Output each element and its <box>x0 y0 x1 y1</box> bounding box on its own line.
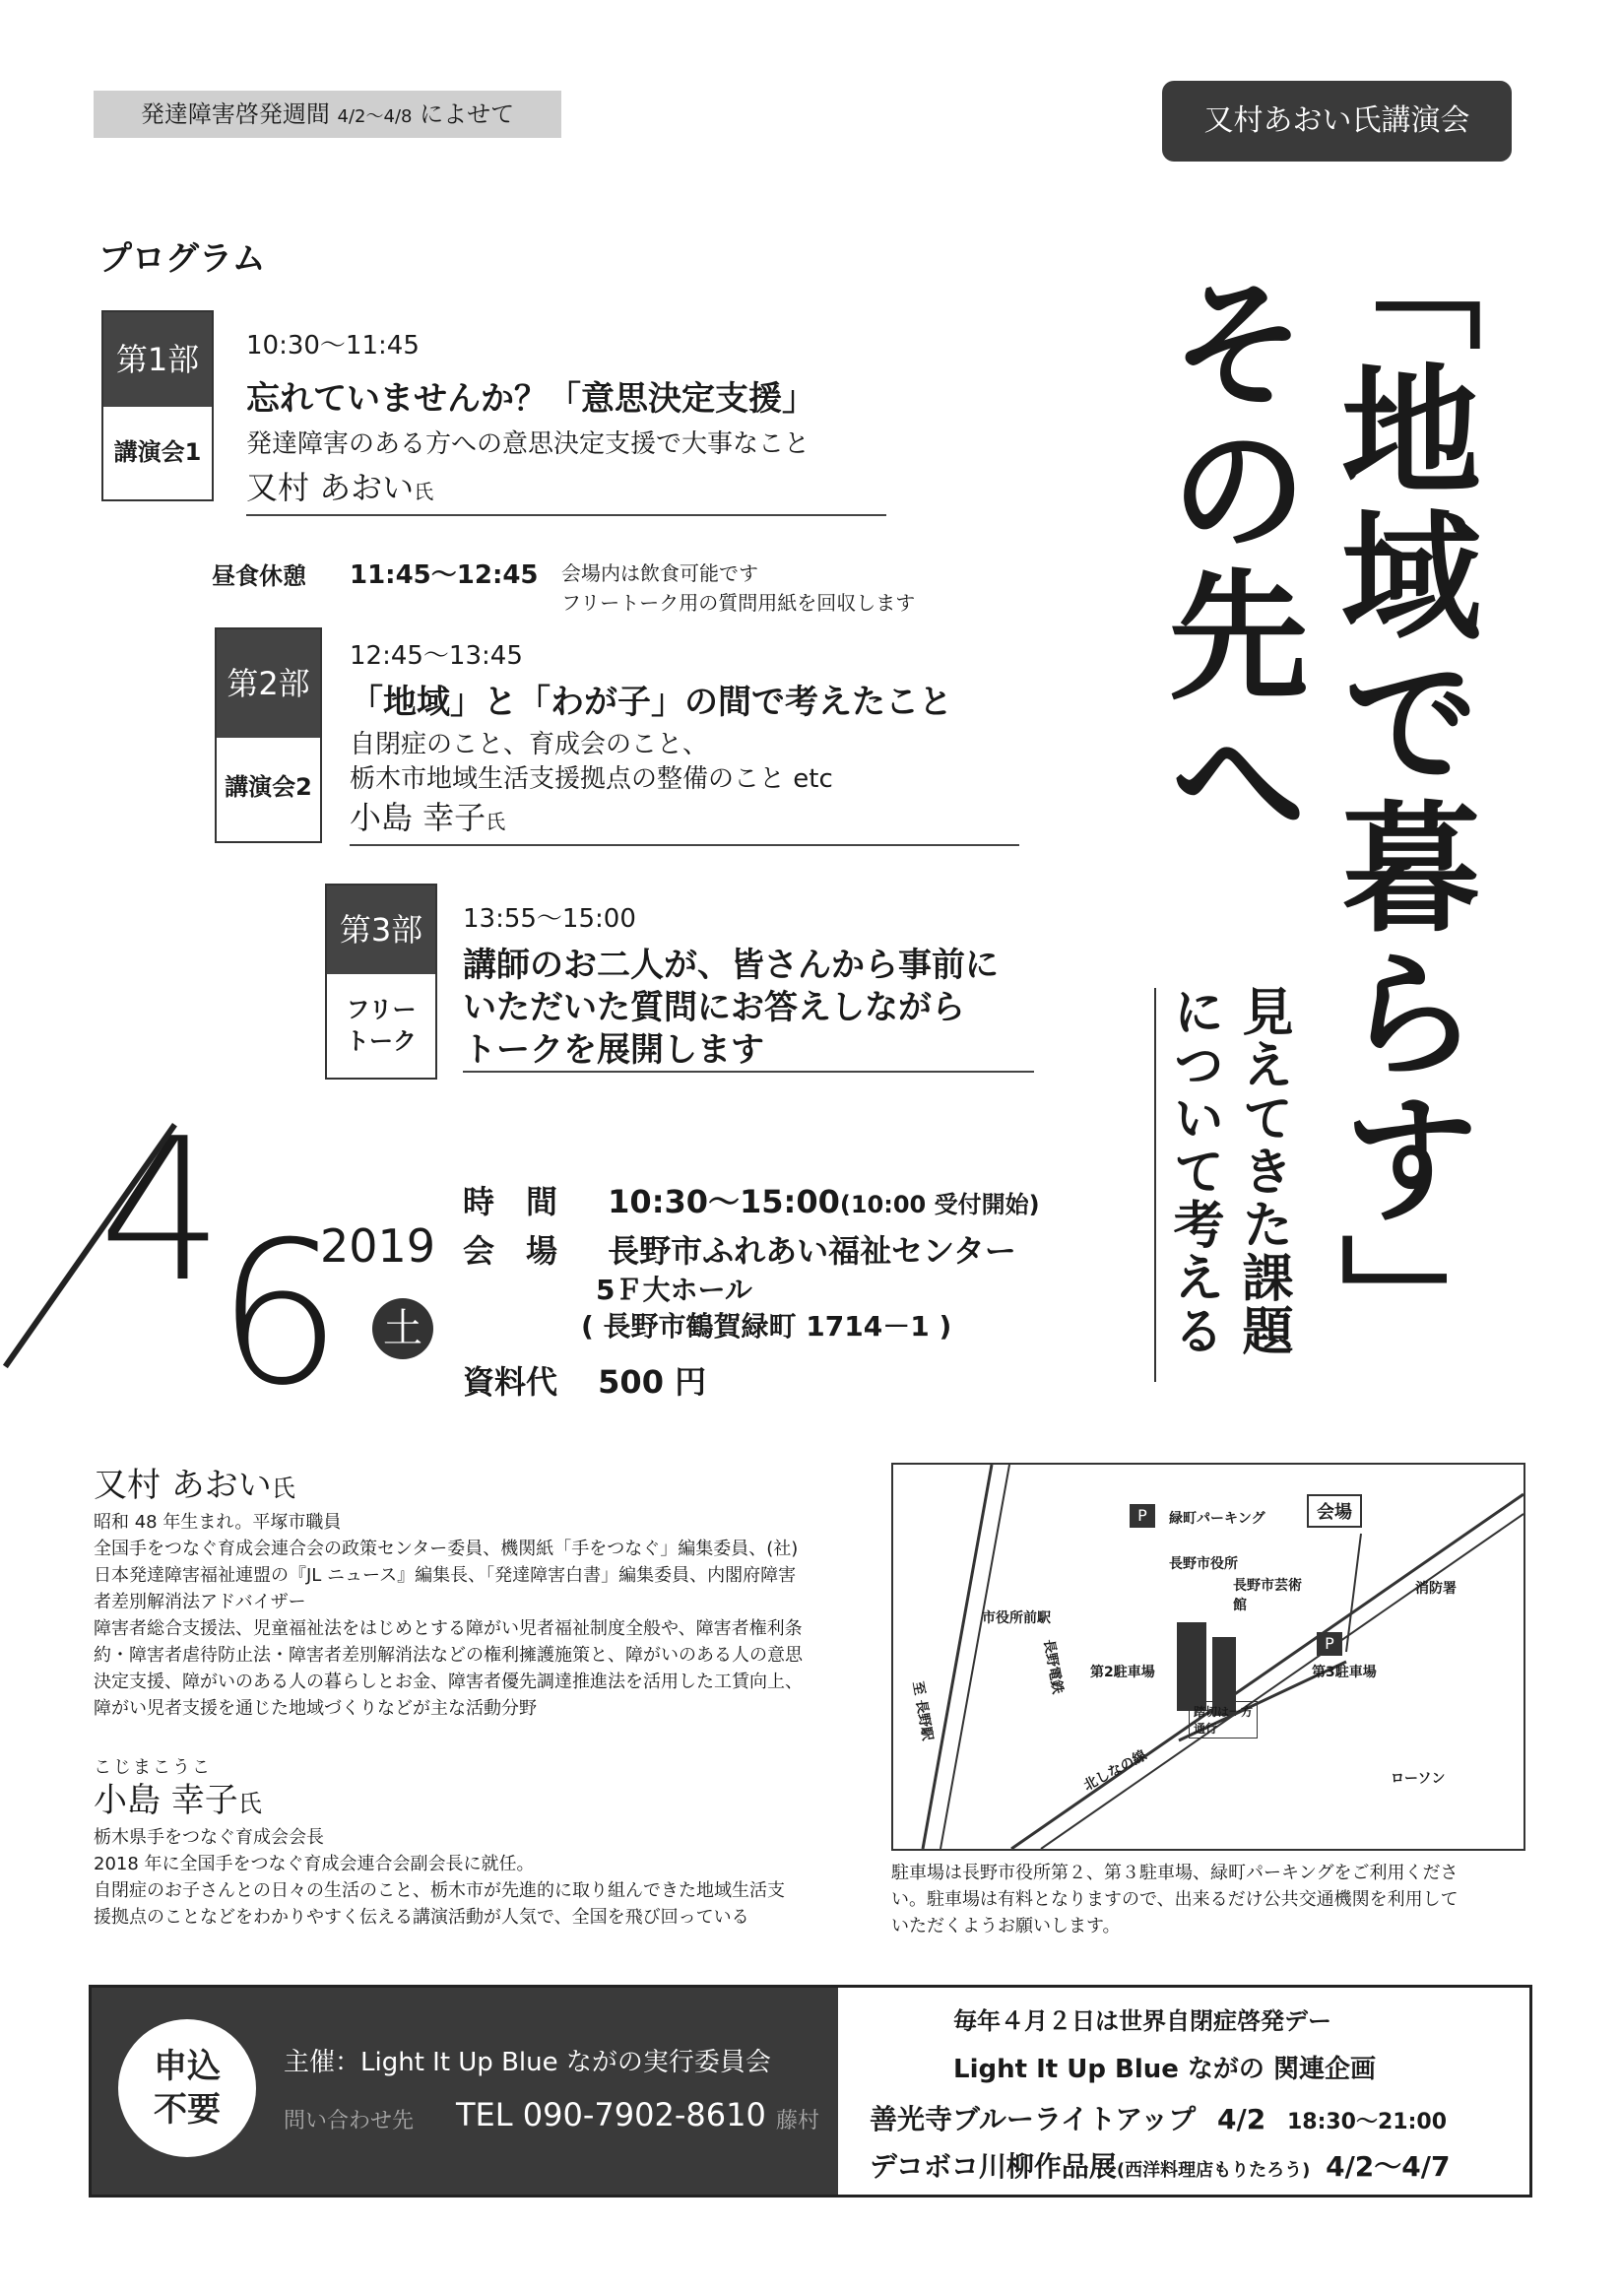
bio-line: 障がい児者支援を通じた地域づくりなどが主な活動分野 <box>94 1698 537 1719</box>
bio-kojima-name <box>94 1773 262 1821</box>
kojima-furigana: こじまこうこ <box>94 1757 212 1778</box>
event2-row <box>870 2145 1450 2185</box>
event2-date: 4/2～4/7 <box>1326 2150 1451 2183</box>
map-caption-line: いただくようお願いします。 <box>891 1916 1121 1936</box>
time-label: 時 間 <box>463 1183 558 1220</box>
parking-icon-3: P <box>1317 1632 1342 1656</box>
venue-address: ( 長野市鶴賀緑町 1714－1 ) <box>581 1310 952 1343</box>
bio-line: 者差別解消法アドバイザー <box>94 1592 306 1612</box>
awareness-week-banner <box>94 91 561 138</box>
part3-time: 13:55～15:00 <box>463 904 636 934</box>
map-label-city-hall: 長野市役所 <box>1169 1556 1238 1572</box>
contact-name: 藤村 <box>776 2109 820 2133</box>
event1-row <box>870 2098 1447 2137</box>
banner-end-text: によせて <box>420 100 515 128</box>
bio-line: 決定支援、障がいのある人の暮らしとお金、障害者優先調達推進法を活用した工賃向上、 <box>94 1672 803 1692</box>
part2-speaker-line <box>350 793 1019 846</box>
part2-description-2: 栃木市地域生活支援拠点の整備のこと etc <box>350 764 833 794</box>
part1-speaker-line <box>246 463 886 516</box>
contact-phone: TEL 090-7902-8610 <box>456 2096 766 2133</box>
lecture-label-pill: 又村あおい氏講演会 <box>1162 81 1512 162</box>
map-caption <box>891 1860 1531 1939</box>
bio-line: 援拠点のことなどをわかりやすく伝える講演活動が人気で、全国を飛び回っている <box>94 1907 749 1928</box>
bio-matamura-name <box>94 1458 295 1506</box>
part3-label: 第3部 <box>327 886 435 974</box>
kojima-name: 小島 幸子 <box>94 1781 238 1820</box>
apply-line-1: 申込 <box>154 2047 221 2086</box>
map-label-railway: 長野電鉄 <box>1040 1638 1066 1696</box>
event-fee-row <box>463 1357 706 1403</box>
event-year: 2019 <box>320 1219 436 1273</box>
part3-line-1: 講師のお二人が、皆さんから事前に <box>463 946 999 985</box>
matamura-name: 又村 あおい <box>94 1466 272 1505</box>
no-application-badge <box>118 2019 256 2157</box>
event-weekday: 土 <box>372 1298 433 1359</box>
event1-date: 4/2 <box>1217 2103 1266 2135</box>
subtitle-line-2: について考える <box>1164 985 1223 1357</box>
part3-rule <box>463 1069 1034 1073</box>
part3-box <box>325 884 437 1080</box>
bio-line: 昭和 48 年生まれ。平塚市職員 <box>94 1512 342 1533</box>
bio-line: 日本発達障害福祉連盟の『JL ニュース』編集長、「発達障害白書」編集委員、内閣府障害 <box>94 1565 797 1586</box>
bio-kojima-text <box>94 1824 881 1931</box>
event-month: 4 <box>98 1096 225 1326</box>
part2-type: 講演会2 <box>225 773 312 801</box>
banner-main-text: 発達障害啓発週間 <box>140 100 330 128</box>
part2-description-1: 自閉症のこと、育成会のこと、 <box>350 730 709 759</box>
bio-line: 約・障害者虐待防止法・障害者差別解消法などの権利擁護施策と、障がいのある人の意思 <box>94 1645 803 1666</box>
time-note: (10:00 受付開始) <box>839 1191 1040 1218</box>
part1-description: 発達障害のある方への意思決定支援で大事なこと <box>246 429 810 459</box>
kojima-honorific: 氏 <box>237 1790 262 1817</box>
event-day: 6 <box>217 1200 343 1429</box>
bio-line: 全国手をつなぐ育成会連合会の政策センター委員、機関紙「手をつなぐ」編集委員、(社) <box>94 1539 799 1559</box>
parking-icon-midori: P <box>1130 1504 1155 1528</box>
part1-speaker: 又村 あおい <box>246 469 415 506</box>
venue-room: 5Ｆ大ホール <box>596 1274 752 1306</box>
bio-line: 2018 年に全国手をつなぐ育成会連合会副会長に就任。 <box>94 1854 535 1874</box>
bio-line: 栃木県手をつなぐ育成会会長 <box>94 1827 324 1848</box>
map-label-station: 市役所前駅 <box>982 1610 1051 1626</box>
part1-honorific: 氏 <box>414 480 434 503</box>
map-label-lawson: ローソン <box>1391 1771 1446 1787</box>
lunch-note-1: 会場内は飲食可能です <box>561 561 758 585</box>
fee-value: 500 円 <box>598 1363 707 1401</box>
map-caption-line: い。駐車場は有料となりますので、出来るだけ公共交通機関を利用して <box>891 1889 1459 1910</box>
footer-left-panel <box>92 1988 838 2195</box>
part2-box <box>215 627 322 843</box>
map-label-midori-parking: 緑町パーキング <box>1169 1511 1265 1527</box>
map-label-to-nagano: 至 長野駅 <box>909 1679 936 1742</box>
part3-line-3: トークを展開します <box>463 1030 764 1070</box>
part3-type <box>327 974 435 1057</box>
footer-right-panel <box>855 1988 1524 2195</box>
subtitle-line-1: 見えてきた課題 <box>1233 985 1292 1357</box>
map-label-street: 北しなの線 <box>1080 1747 1150 1795</box>
part1-title: 忘れていませんか？「意思決定支援」 <box>246 379 815 419</box>
map-label-fire-station: 消防署 <box>1415 1581 1457 1597</box>
bio-matamura-text <box>94 1509 881 1722</box>
subtitle-bracket-line <box>1154 988 1156 1382</box>
part1-time: 10:30～11:45 <box>246 331 420 361</box>
map-label-venue: 会場 <box>1307 1494 1362 1528</box>
event2-name: デコボコ川柳作品展 <box>870 2150 1117 2183</box>
event2-venue: (西洋料理店もりたろう) <box>1116 2160 1311 2181</box>
part2-title: 「地域」と「わが子」の間で考えたこと <box>350 683 952 722</box>
part2-speaker: 小島 幸子 <box>350 799 486 836</box>
part1-label: 第1部 <box>103 312 212 407</box>
banner-dates: 4/2～4/8 <box>337 106 413 127</box>
part3-line-2: いただいた質問にお答えしながら <box>463 988 965 1027</box>
map-label-arts-hall: 長野市芸術館 <box>1233 1578 1302 1613</box>
bio-line: 自閉症のお子さんとの日々の生活のこと、栃木市が先進的に取り組んできた地域生活支 <box>94 1880 785 1901</box>
event1-time: 18:30～21:00 <box>1286 2110 1448 2134</box>
contact-label: 問い合わせ先 <box>284 2109 415 2133</box>
part1-type: 講演会1 <box>113 438 202 466</box>
map-label-parking-3: 第3駐車場 <box>1312 1665 1377 1680</box>
lunch-time: 11:45～12:45 <box>350 560 539 590</box>
venue-map <box>891 1463 1525 1851</box>
part3-type-2: トーク <box>346 1027 417 1055</box>
main-title-line-1: 「地域で暮らす」 <box>1318 212 1480 1378</box>
part1-box <box>101 310 214 501</box>
part2-honorific: 氏 <box>486 810 506 833</box>
venue-label: 会 場 <box>463 1232 558 1270</box>
organizer-text: 主催：Light It Up Blue ながの実行委員会 <box>284 2048 771 2077</box>
main-title-line-2: その先へ <box>1145 271 1308 854</box>
fee-label: 資料代 <box>463 1363 558 1401</box>
venue-value: 長野市ふれあい福祉センター <box>608 1232 1016 1270</box>
bio-line: 障害者総合支援法、児童福祉法をはじめとする障がい児者福祉制度全般や、障害者権利条 <box>94 1618 803 1639</box>
map-label-parking-2: 第2駐車場 <box>1090 1665 1155 1680</box>
footer-box <box>89 1985 1532 2198</box>
event-venue-row <box>463 1226 1016 1272</box>
event-time-row <box>463 1177 1040 1222</box>
program-heading: プログラム <box>98 239 266 279</box>
event1-name: 善光寺ブルーライトアップ <box>870 2103 1197 2135</box>
part2-time: 12:45～13:45 <box>350 641 523 671</box>
related-events-title: Light It Up Blue ながの 関連企画 <box>953 2055 1376 2084</box>
lunch-note-2: フリートーク用の質問用紙を回収します <box>561 591 916 615</box>
lunch-label: 昼食休憩 <box>212 562 306 590</box>
autism-day-title: 毎年４月２日は世界自閉症啓発デー <box>953 2007 1331 2035</box>
part2-label: 第2部 <box>217 629 320 738</box>
map-label-crossing: 踏切は一方通行 <box>1189 1701 1258 1738</box>
apply-line-2: 不要 <box>154 2090 221 2130</box>
matamura-honorific: 氏 <box>271 1475 295 1502</box>
map-caption-line: 駐車場は長野市役所第２、第３駐車場、緑町パーキングをご利用くださ <box>891 1863 1459 1883</box>
time-value: 10:30～15:00 <box>608 1183 840 1220</box>
part3-type-1: フリー <box>346 996 417 1023</box>
